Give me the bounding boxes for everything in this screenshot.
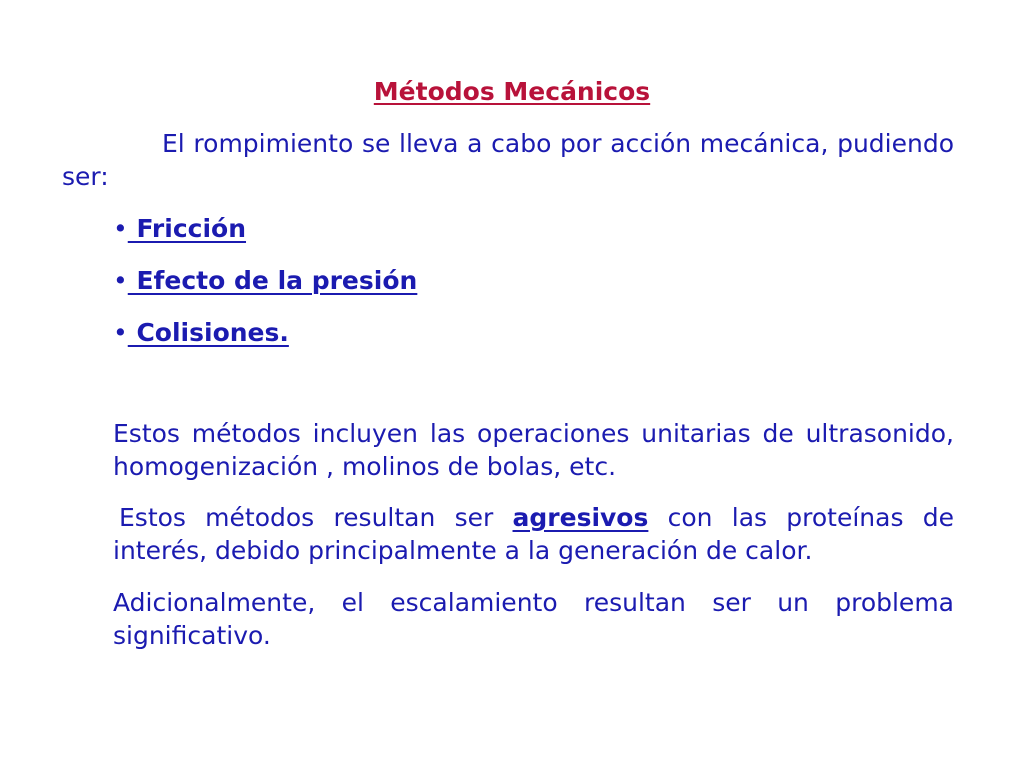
scaling-paragraph: Adicionalmente, el escalamiento resultan ser un problema significativo. <box>113 588 954 650</box>
slide-title <box>0 76 1024 108</box>
aggressive-paragraph <box>113 501 954 567</box>
slide-title-text: Métodos Mecánicos <box>373 77 651 106</box>
list-item <box>113 212 417 264</box>
methods-list <box>113 212 417 368</box>
aggressive-paragraph-before: Estos métodos resultan ser <box>119 503 513 532</box>
bullet-icon: • <box>113 318 128 347</box>
bullet-icon: • <box>113 214 128 243</box>
operations-paragraph: Estos métodos incluyen las operaciones unitarias de ultrasonido, homogenización , molinos de bolas, etc. <box>113 419 954 481</box>
list-item-label: Colisiones. <box>127 318 289 347</box>
list-item <box>113 264 417 316</box>
aggressive-emphasis: agresivos <box>512 503 649 532</box>
list-item-label: Efecto de la presión <box>127 266 418 295</box>
intro-paragraph: El rompimiento se lleva a cabo por acción mecánica, pudiendo ser: <box>62 129 954 191</box>
aggressive-paragraph-after: con las proteínas de interés, debido principalmente a la generación de calor. <box>113 503 954 565</box>
list-item <box>113 316 417 368</box>
bullet-icon: • <box>113 266 128 295</box>
list-item-label: Fricción <box>127 214 247 243</box>
